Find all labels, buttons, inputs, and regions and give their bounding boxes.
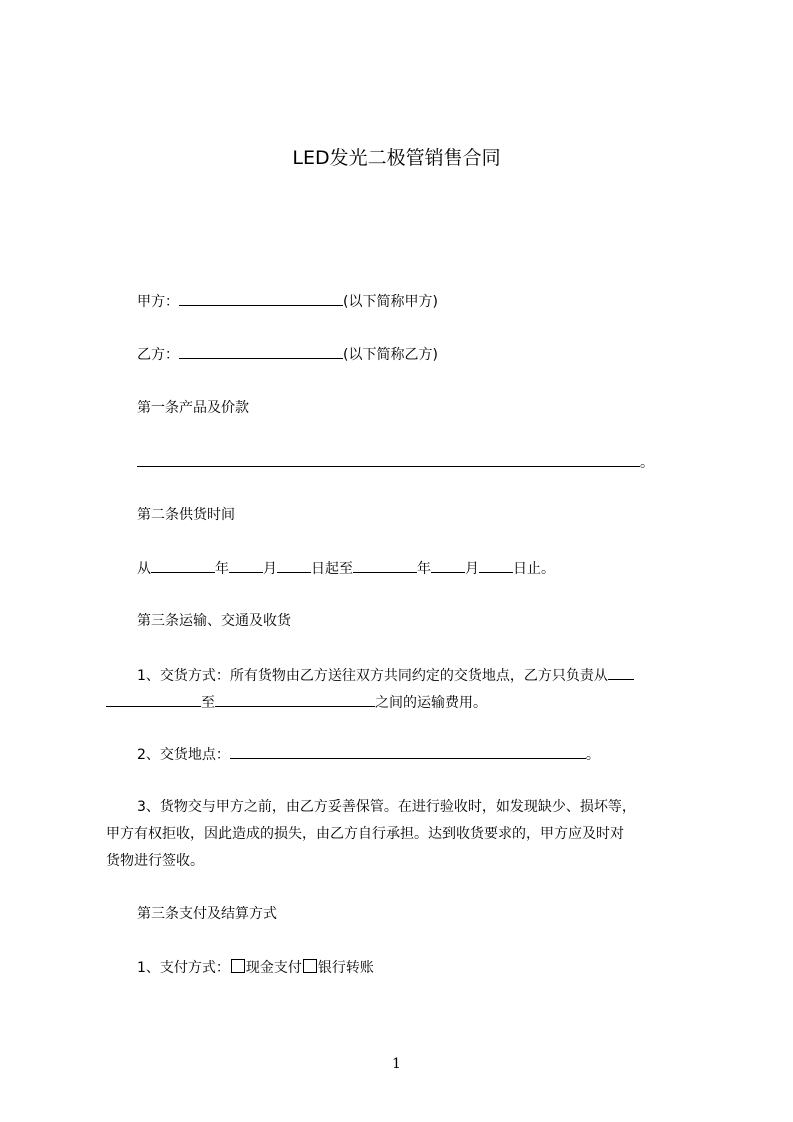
article3-item3-line1: 3、货物交与甲方之前，由乙方妥善保管。在进行验收时，如发现缺少、损坏等， bbox=[137, 799, 636, 815]
cash-label: 现金支付 bbox=[245, 960, 302, 976]
year2-label: 年 bbox=[417, 561, 431, 577]
item1-end: 之间的运输费用。 bbox=[375, 695, 487, 711]
article3-item3-line3: 货物进行签收。 bbox=[106, 853, 204, 869]
party-b-line bbox=[137, 344, 438, 365]
page-number: 1 bbox=[392, 1056, 401, 1072]
start-month-blank[interactable] bbox=[229, 558, 263, 573]
start-day-blank[interactable] bbox=[277, 558, 311, 573]
month2-label: 月 bbox=[465, 561, 479, 577]
bank-label: 银行转账 bbox=[317, 960, 374, 976]
from-label: 从 bbox=[137, 561, 151, 577]
item2-end: 。 bbox=[585, 747, 600, 763]
article3-item2 bbox=[137, 744, 600, 765]
bank-checkbox[interactable] bbox=[303, 959, 317, 973]
item1-to-blank[interactable] bbox=[215, 692, 375, 707]
payment-method-line bbox=[137, 958, 374, 978]
delivery-place-blank[interactable] bbox=[230, 744, 586, 759]
party-a-suffix: (以下简称甲方) bbox=[343, 294, 438, 310]
year-label: 年 bbox=[215, 561, 229, 577]
day-from-label: 日起至 bbox=[311, 561, 353, 577]
article1-line bbox=[137, 452, 654, 473]
end-day-blank[interactable] bbox=[479, 558, 513, 573]
item1-from-blank-a[interactable] bbox=[608, 665, 634, 680]
item1-from-blank-b[interactable] bbox=[106, 692, 201, 707]
party-b-label: 乙方： bbox=[137, 347, 179, 363]
end-year-blank[interactable] bbox=[353, 558, 417, 573]
end-month-blank[interactable] bbox=[431, 558, 465, 573]
party-a-label: 甲方： bbox=[137, 294, 179, 310]
document-title: LED发光二极管销售合同 bbox=[292, 147, 501, 169]
article3-item1-line1 bbox=[137, 665, 634, 686]
article3-item3-line2: 甲方有权拒收，因此造成的损失，由乙方自行承担。达到收货要求的，甲方应及时对 bbox=[106, 826, 624, 842]
article2-heading: 第二条供货时间 bbox=[137, 507, 235, 523]
party-b-suffix: (以下简称乙方) bbox=[343, 347, 438, 363]
cash-checkbox[interactable] bbox=[231, 959, 245, 973]
month-label: 月 bbox=[263, 561, 277, 577]
article4-heading: 第三条支付及结算方式 bbox=[137, 906, 277, 922]
item1-to-label: 至 bbox=[201, 695, 215, 711]
article1-blank[interactable] bbox=[137, 452, 640, 467]
article3-item1-line2 bbox=[106, 692, 487, 713]
day-to-label: 日止。 bbox=[513, 561, 555, 577]
item2-label: 2、交货地点： bbox=[137, 747, 230, 763]
article2-dates bbox=[137, 558, 555, 579]
party-a-blank[interactable] bbox=[179, 291, 343, 306]
item1-text: 1、交货方式：所有货物由乙方送往双方共同约定的交货地点，乙方只负责从 bbox=[137, 668, 608, 684]
payment-label: 1、支付方式： bbox=[137, 960, 230, 976]
article1-end: 。 bbox=[640, 455, 654, 471]
party-b-blank[interactable] bbox=[179, 344, 343, 359]
article3-heading: 第三条运输、交通及收货 bbox=[137, 613, 291, 629]
party-a-line bbox=[137, 291, 438, 312]
start-year-blank[interactable] bbox=[151, 558, 215, 573]
article1-heading: 第一条产品及价款 bbox=[137, 400, 249, 416]
